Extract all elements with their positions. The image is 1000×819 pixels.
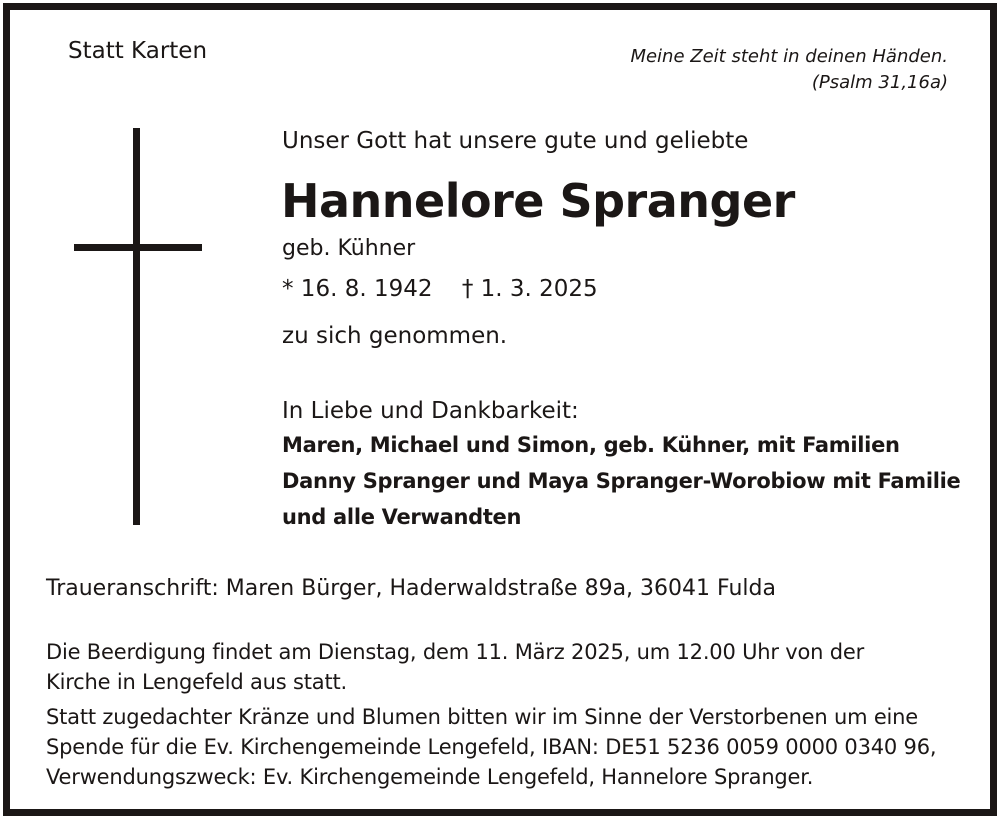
bible-verse-text: Meine Zeit steht in deinen Händen. [630,46,948,67]
statt-karten-label: Statt Karten [68,38,208,64]
deceased-name: Hannelore Spranger [281,174,795,228]
birth-name: geb. Kühner [282,236,416,261]
birth-date: * 16. 8. 1942 [282,276,433,302]
intro-line: Unser Gott hat unsere gute und geliebte [282,128,749,154]
cross-icon [133,128,140,525]
donation-line: Verwendungszweck: Ev. Kirchengemeinde Lengefeld, Hannelore Spranger. [46,765,814,789]
mourner-line: Danny Spranger und Maya Spranger-Worobiow mit Familie [282,469,961,493]
closing-line: zu sich genommen. [282,323,508,349]
donation-line: Spende für die Ev. Kirchengemeinde Lengefeld, IBAN: DE51 5236 0059 0000 0340 96, [46,735,937,759]
funeral-line: Kirche in Lengefeld aus statt. [46,670,347,694]
bible-verse [630,44,948,96]
funeral-line: Die Beerdigung findet am Dienstag, dem 11. März 2025, um 12.00 Uhr von der [46,640,865,664]
mourning-address: Traueranschrift: Maren Bürger, Haderwaldstraße 89a, 36041 Fulda [46,576,776,601]
life-dates [282,276,598,302]
mourners-heading: In Liebe und Dankbarkeit: [282,398,579,424]
mourner-line: und alle Verwandten [282,505,522,529]
cross-icon-bar [74,244,202,251]
mourner-line: Maren, Michael und Simon, geb. Kühner, mit Familien [282,433,900,457]
donation-line: Statt zugedachter Kränze und Blumen bitten wir im Sinne der Verstorbenen um eine [46,705,919,729]
bible-verse-reference: (Psalm 31,16a) [811,72,948,93]
death-date: † 1. 3. 2025 [461,276,598,302]
